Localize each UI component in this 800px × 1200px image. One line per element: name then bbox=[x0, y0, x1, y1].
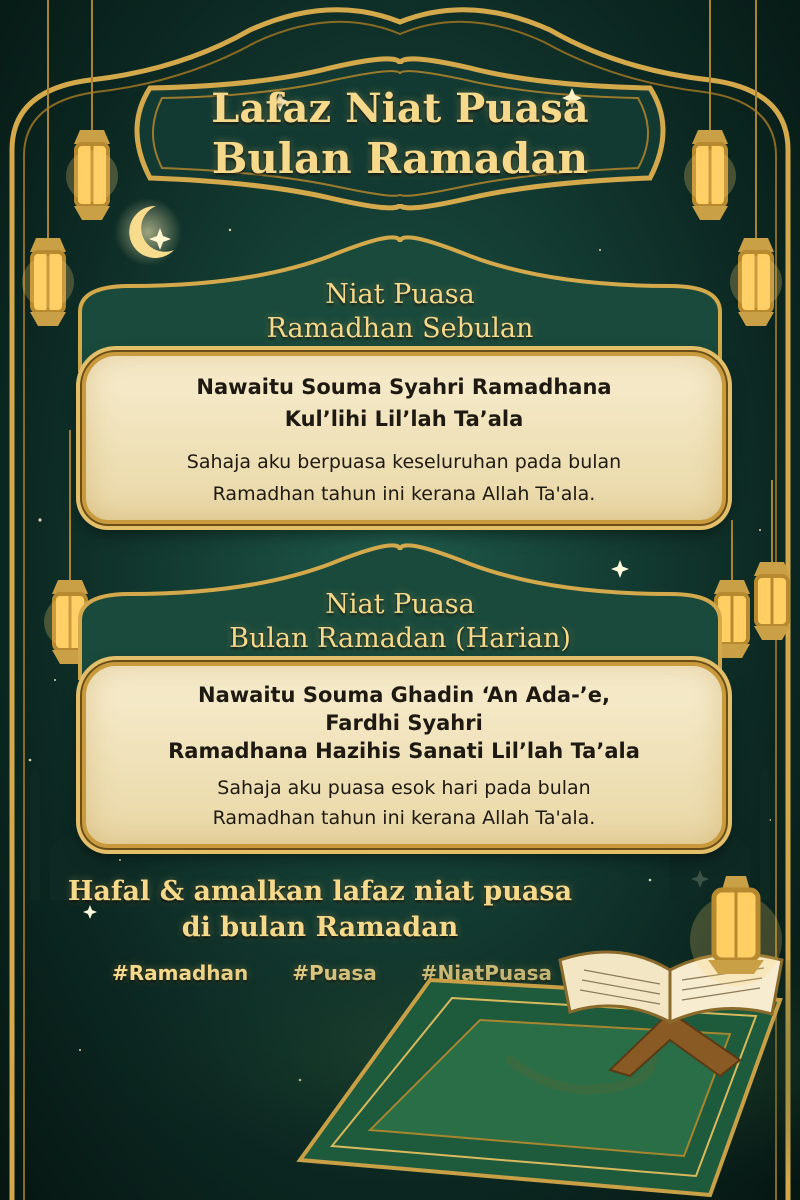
section-2-heading-line-1: Niat Puasa bbox=[325, 589, 475, 620]
section-1-heading-line-1: Niat Puasa bbox=[325, 279, 475, 310]
section-1-heading bbox=[0, 278, 800, 346]
section-2-malay-line-1: Sahaja aku puasa esok hari pada bulan bbox=[217, 777, 591, 799]
section-2-malay-line-2: Ramadhan tahun ini kerana Allah Ta'ala. bbox=[212, 807, 596, 829]
footer-line-2: di bulan Ramadan bbox=[181, 912, 459, 943]
section-1-panel bbox=[82, 352, 726, 524]
section-2-heading bbox=[0, 588, 800, 656]
section-2-panel bbox=[82, 662, 726, 848]
section-2-latin-line-3: Ramadhana Hazihis Sanati Lil’lah Ta’ala bbox=[168, 739, 640, 763]
section-1-malay-line-1: Sahaja aku berpuasa keseluruhan pada bulan bbox=[186, 451, 622, 473]
section-2-heading-line-2: Bulan Ramadan (Harian) bbox=[229, 623, 571, 654]
section-1-malay-line-2: Ramadhan tahun ini kerana Allah Ta'ala. bbox=[212, 483, 596, 505]
title-line-2: Bulan Ramadan bbox=[211, 134, 589, 183]
section-2-latin-line-1: Nawaitu Souma Ghadin ‘An Ada-’e, bbox=[198, 683, 610, 707]
section-2-latin-line-2: Fardhi Syahri bbox=[325, 711, 483, 735]
footer-message bbox=[60, 874, 580, 946]
section-1-latin-line-2: Kul’lihi Lil’lah Ta’ala bbox=[284, 407, 524, 431]
title-line-1: Lafaz Niat Puasa bbox=[211, 85, 589, 132]
section-1-latin-line-1: Nawaitu Souma Syahri Ramadhana bbox=[196, 375, 612, 399]
page-title bbox=[0, 84, 800, 184]
hanging-lantern-icon bbox=[696, 870, 776, 1000]
section-1-heading-line-2: Ramadhan Sebulan bbox=[266, 313, 534, 344]
footer-line-1: Hafal & amalkan lafaz niat puasa bbox=[67, 876, 573, 907]
